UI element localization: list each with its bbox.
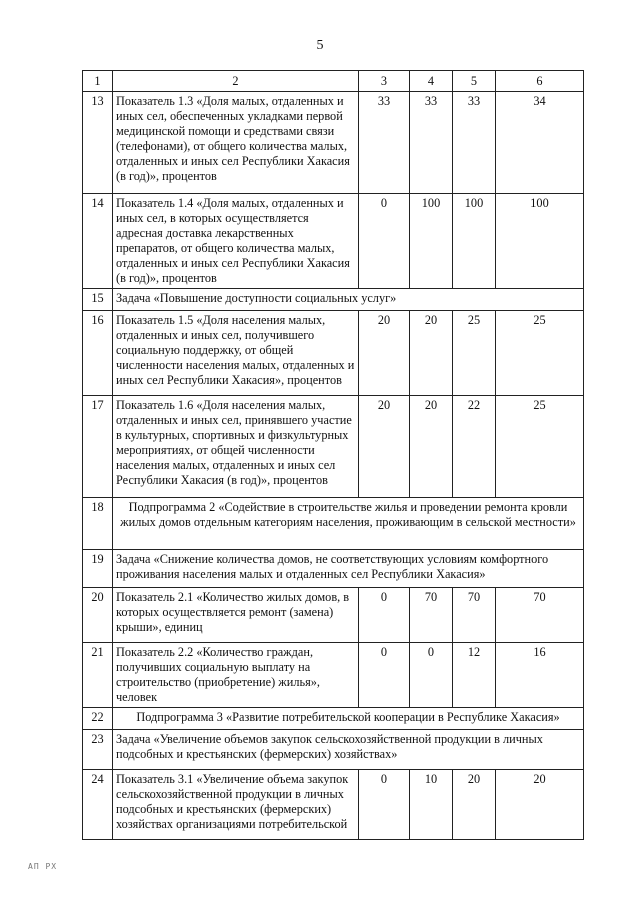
indicator-text: Показатель 1.5 «Доля населения малых, отдаленных и иных сел, получившего социальную поддержку, от общей численности населения малых, отдаленных и иных сел Республики Хакасия», процентов xyxy=(113,311,359,396)
task-text: Задача «Повышение доступности социальных услуг» xyxy=(113,289,584,311)
value-col-5: 33 xyxy=(453,92,496,194)
footer-stamp: АП РХ xyxy=(28,862,58,871)
table-row xyxy=(83,194,584,289)
value-col-6: 100 xyxy=(496,194,584,289)
table-row xyxy=(83,498,584,550)
table-row xyxy=(83,311,584,396)
header-cell-5: 5 xyxy=(453,71,496,92)
task-text: Задача «Снижение количества домов, не соответствующих условиям комфортного проживания населения малых и отдаленных сел Республики Хакасия» xyxy=(113,550,584,588)
indicator-text: Показатель 3.1 «Увеличение объема закупок сельскохозяйственной продукции в личных подсобных и крестьянских (фермерских) хозяйствах организациями потребительской xyxy=(113,770,359,840)
indicator-text: Показатель 1.3 «Доля малых, отдаленных и иных сел, обеспеченных укладками первой медицинской помощи и средствами связи (телефонами), от общего количества малых, отдаленных и иных сел Республики Хакасия (в год)», процентов xyxy=(113,92,359,194)
value-col-4: 33 xyxy=(410,92,453,194)
row-number: 19 xyxy=(83,550,113,588)
row-number: 14 xyxy=(83,194,113,289)
table-row xyxy=(83,730,584,770)
value-col-6: 16 xyxy=(496,643,584,708)
value-col-3: 0 xyxy=(359,770,410,840)
value-col-5: 22 xyxy=(453,396,496,498)
header-cell-6: 6 xyxy=(496,71,584,92)
value-col-5: 25 xyxy=(453,311,496,396)
value-col-4: 20 xyxy=(410,396,453,498)
value-col-6: 20 xyxy=(496,770,584,840)
table-row xyxy=(83,289,584,311)
table-row xyxy=(83,708,584,730)
row-number: 21 xyxy=(83,643,113,708)
table-row xyxy=(83,550,584,588)
value-col-4: 20 xyxy=(410,311,453,396)
row-number: 17 xyxy=(83,396,113,498)
value-col-6: 25 xyxy=(496,396,584,498)
task-text: Задача «Увеличение объемов закупок сельскохозяйственной продукции в личных подсобных и крестьянских (фермерских) хозяйствах» xyxy=(113,730,584,770)
table-row xyxy=(83,396,584,498)
row-number: 20 xyxy=(83,588,113,643)
value-col-4: 100 xyxy=(410,194,453,289)
header-cell-4: 4 xyxy=(410,71,453,92)
page-number: 5 xyxy=(316,38,324,53)
table-header-row xyxy=(83,71,584,92)
header-cell-1: 1 xyxy=(83,71,113,92)
value-col-3: 0 xyxy=(359,588,410,643)
row-number: 23 xyxy=(83,730,113,770)
value-col-6: 25 xyxy=(496,311,584,396)
value-col-5: 100 xyxy=(453,194,496,289)
indicator-text: Показатель 2.2 «Количество граждан, получивших социальную выплату на строительство (приобретение) жилья», человек xyxy=(113,643,359,708)
table-row xyxy=(83,770,584,840)
table-row xyxy=(83,643,584,708)
row-number: 16 xyxy=(83,311,113,396)
value-col-6: 34 xyxy=(496,92,584,194)
value-col-6: 70 xyxy=(496,588,584,643)
value-col-4: 0 xyxy=(410,643,453,708)
subprogram-text: Подпрограмма 2 «Содействие в строительстве жилья и проведении ремонта кровли жилых домов отдельным категориям населения, проживающим в сельской местности» xyxy=(113,498,584,550)
row-number: 22 xyxy=(83,708,113,730)
indicator-text: Показатель 2.1 «Количество жилых домов, в которых осуществляется ремонт (замена) крыши», единиц xyxy=(113,588,359,643)
value-col-5: 20 xyxy=(453,770,496,840)
row-number: 24 xyxy=(83,770,113,840)
indicator-text: Показатель 1.6 «Доля населения малых, отдаленных и иных сел, принявшего участие в культурных, спортивных и физкультурных мероприятиях, от общей численности населения малых, отдаленных и иных сел Республики Хакасия (в год)», процентов xyxy=(113,396,359,498)
row-number: 18 xyxy=(83,498,113,550)
value-col-3: 0 xyxy=(359,643,410,708)
value-col-5: 70 xyxy=(453,588,496,643)
header-cell-2: 2 xyxy=(113,71,359,92)
indicator-text: Показатель 1.4 «Доля малых, отдаленных и иных сел, в которых осуществляется адресная доставка лекарственных препаратов, от общего количества малых, отдаленных и иных сел Республики Хакасия (в год)», процентов xyxy=(113,194,359,289)
header-cell-3: 3 xyxy=(359,71,410,92)
value-col-3: 20 xyxy=(359,311,410,396)
value-col-4: 10 xyxy=(410,770,453,840)
indicators-table xyxy=(82,70,584,840)
value-col-3: 20 xyxy=(359,396,410,498)
row-number: 13 xyxy=(83,92,113,194)
value-col-3: 33 xyxy=(359,92,410,194)
table-row xyxy=(83,92,584,194)
table-row xyxy=(83,588,584,643)
value-col-5: 12 xyxy=(453,643,496,708)
value-col-3: 0 xyxy=(359,194,410,289)
subprogram-text: Подпрограмма 3 «Развитие потребительской кооперации в Республике Хакасия» xyxy=(113,708,584,730)
value-col-4: 70 xyxy=(410,588,453,643)
row-number: 15 xyxy=(83,289,113,311)
